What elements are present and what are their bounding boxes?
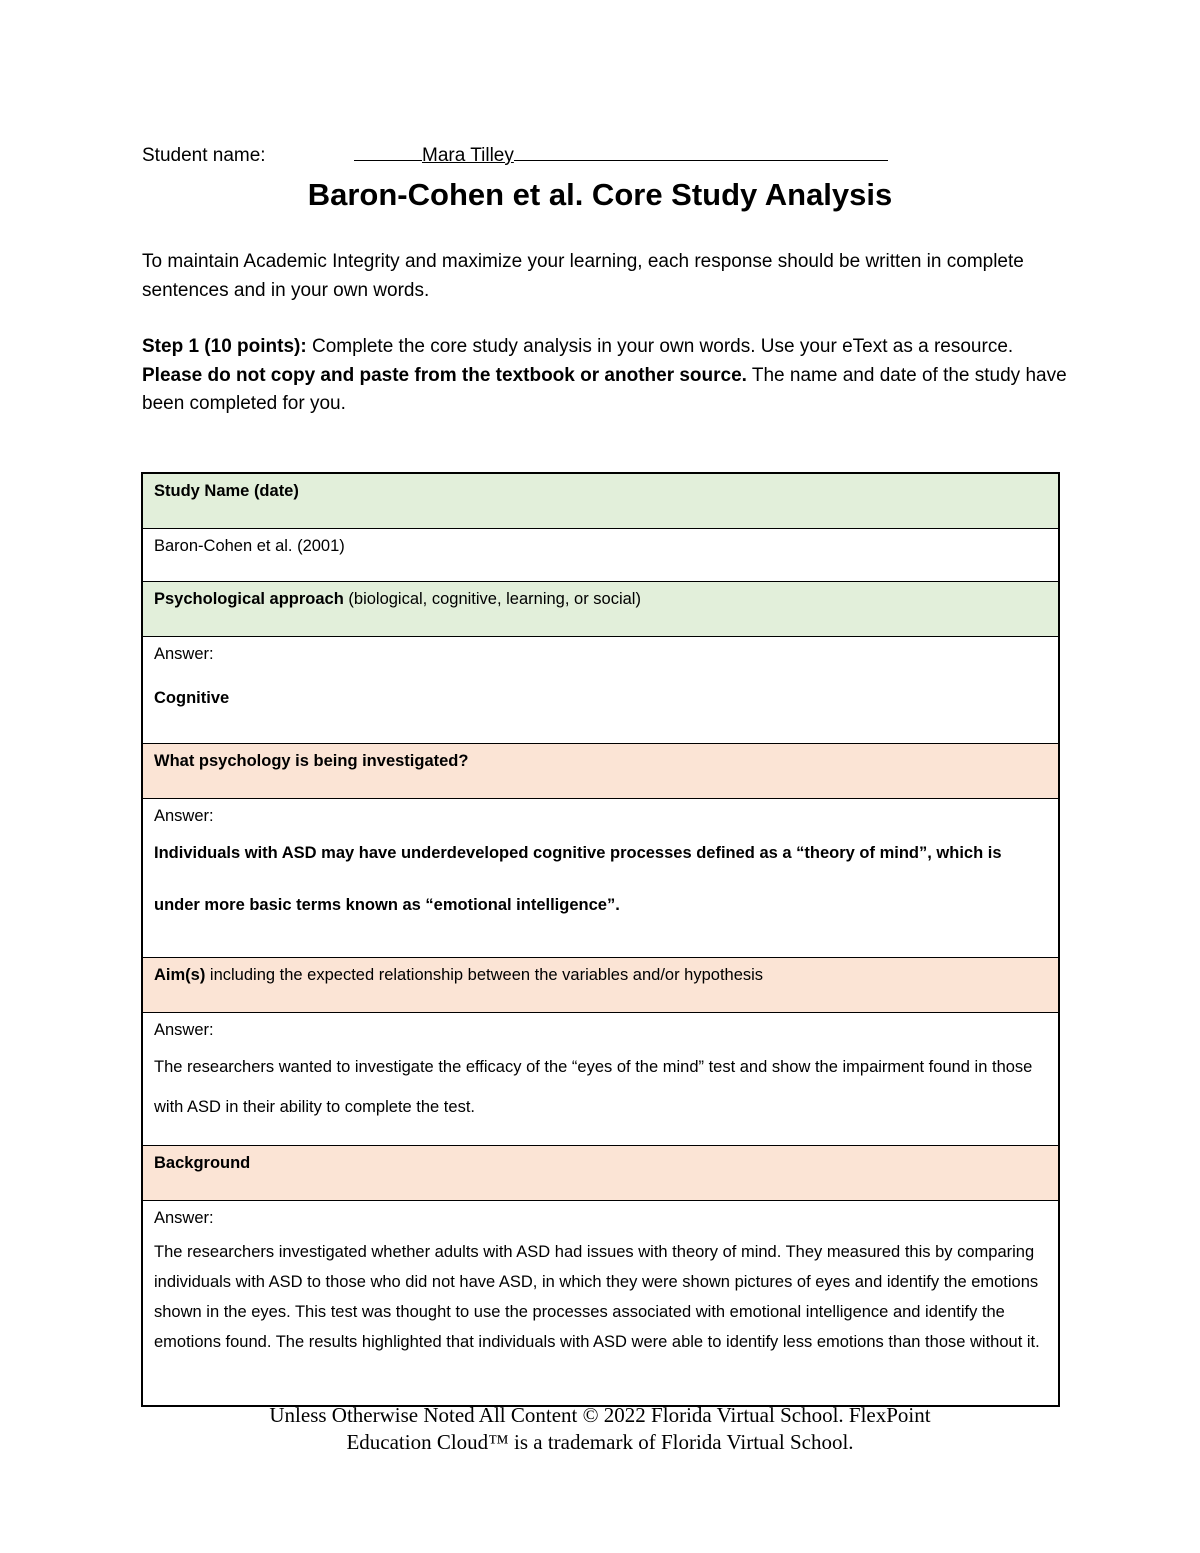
table-row <box>142 799 1059 958</box>
name-underline-lead <box>354 144 422 161</box>
approach-answer: Cognitive <box>154 689 230 707</box>
footer-line-2: Education Cloud™ is a trademark of Florida Virtual School. <box>346 1430 854 1454</box>
answer-label: Answer: <box>154 1209 214 1227</box>
intro-paragraph: To maintain Academic Integrity and maximize your learning, each response should be written in complete sentences and in your own words. <box>142 251 1024 301</box>
step-text-b: The name and date of the study have been completed for you. <box>142 364 1067 414</box>
table-row <box>142 958 1059 1013</box>
step-label: Step 1 (10 points): <box>142 336 307 357</box>
table-row <box>142 637 1059 744</box>
study-name-value: Baron-Cohen et al. (2001) <box>142 529 1059 582</box>
aim-answer: The researchers wanted to investigate the efficacy of the “eyes of the mind” test and show the impairment found in those with ASD in their ability to complete the test. <box>154 1058 1033 1116</box>
footer-line-1: Unless Otherwise Noted All Content © 2022 Florida Virtual School. FlexPoint <box>269 1403 931 1427</box>
aim-header: Aim(s) including the expected relationship between the variables and/or hypothesis <box>142 958 1059 1013</box>
table-row <box>142 1146 1059 1201</box>
name-underline-trail <box>514 144 888 161</box>
answer-label: Answer: <box>154 645 214 663</box>
step-instructions <box>142 333 1072 419</box>
study-name-header: Study Name (date) <box>142 473 1059 529</box>
step-warning: Please do not copy and paste from the textbook or another source. <box>142 364 747 386</box>
background-answer-cell <box>142 1201 1059 1407</box>
step-text-a: Complete the core study analysis in your own words. Use your eText as a resource. <box>306 336 1014 357</box>
table-row <box>142 529 1059 582</box>
table-row <box>142 1201 1059 1407</box>
background-header: Background <box>142 1146 1059 1201</box>
aim-answer-cell <box>142 1013 1059 1146</box>
approach-header: Psychological approach (biological, cognitive, learning, or social) <box>142 582 1059 637</box>
psych-answer-cell <box>142 799 1059 958</box>
psych-header: What psychology is being investigated? <box>142 744 1059 799</box>
psych-answer: Individuals with ASD may have underdeveloped cognitive processes defined as a “theory of mind”, which is under more basic terms known as “emotional intelligence”. <box>154 844 1002 914</box>
background-answer: The researchers investigated whether adults with ASD had issues with theory of mind. They measured this by comparing individuals with ASD to those who did not have ASD, in which they were shown pictures of eyes and identify the emotions shown in the eyes. This test was thought to use the processes associated with emotional intelligence and identify the emotions found. The results highlighted that individuals with ASD were able to identify less emotions than those without it. <box>154 1243 1040 1351</box>
answer-label: Answer: <box>154 807 214 825</box>
student-name-label: Student name: <box>142 145 266 166</box>
table-row <box>142 473 1059 529</box>
table-row <box>142 744 1059 799</box>
approach-answer-cell <box>142 637 1059 744</box>
table-row <box>142 1013 1059 1146</box>
analysis-table <box>141 472 1060 1407</box>
student-name-line <box>142 144 888 168</box>
student-name-value: Mara Tilley <box>422 145 514 166</box>
table-row <box>142 582 1059 637</box>
page-title: Baron-Cohen et al. Core Study Analysis <box>307 177 893 212</box>
copyright-footer <box>0 1402 1200 1456</box>
answer-label: Answer: <box>154 1021 214 1039</box>
